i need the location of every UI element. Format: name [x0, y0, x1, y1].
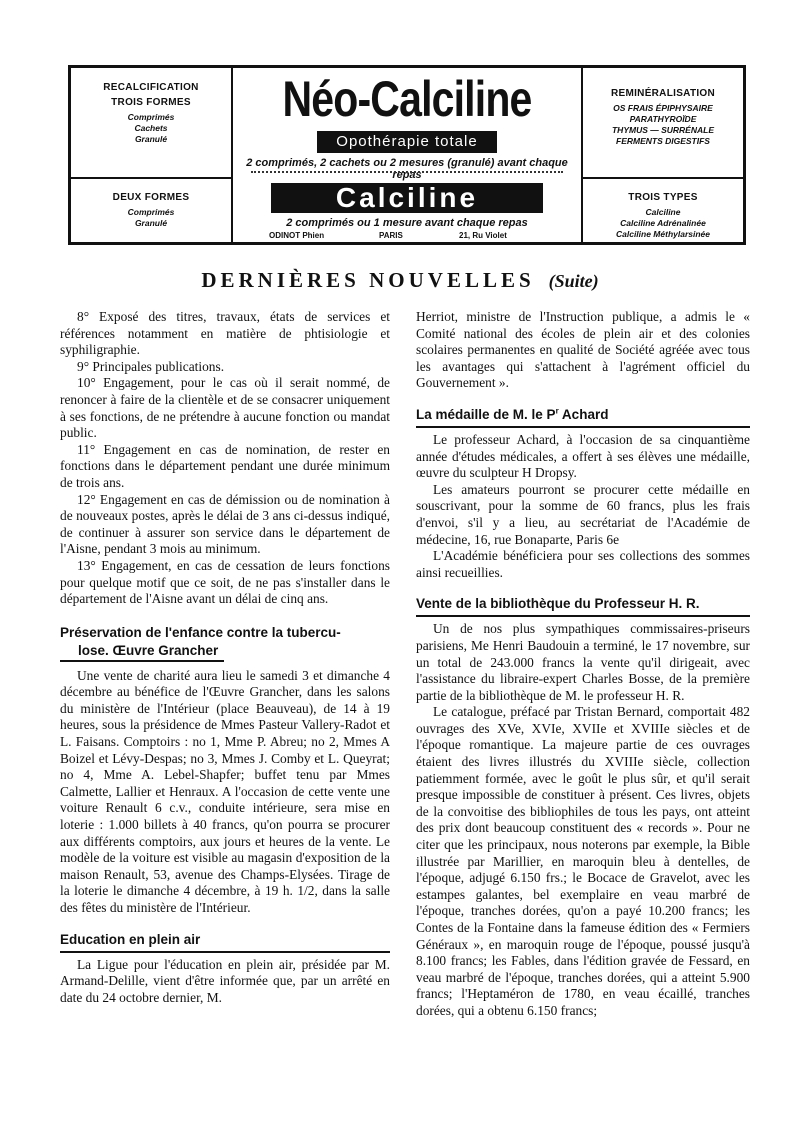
paragraph: Herriot, ministre de l'Instruction publique, a admis le « Comité national des écoles de plein air et des colonies scolaires permanentes en qualité de Société agréée avec tous les avantages qui s'attachent à l'agrément officiel du Gouvernement ».: [416, 309, 750, 391]
paragraph: Les amateurs pourront se procurer cette médaille en souscrivant, pour la somme de 60 francs, plus les frais d'envoi, s'il y a lieu, au secrétariat de l'Académie de médecine, 16, rue Bonaparte, Paris 6e: [416, 481, 750, 547]
section-heading-medaille-achard: [416, 406, 750, 428]
ad-right-divider: [583, 177, 743, 179]
ad-left-top: [71, 82, 231, 145]
brand-subtitle: Opothérapie totale: [317, 131, 497, 153]
section-heading-line: lose. Œuvre Grancher: [60, 642, 224, 662]
ad-right-top-heading: REMINÉRALISATION: [610, 88, 716, 99]
ad-right-bottom: [583, 192, 743, 240]
page-title-suffix: (Suite): [548, 271, 599, 291]
ad-right-top-item: PARATHYROÏDE: [629, 114, 697, 124]
ad-left-top-item: Cachets: [134, 123, 168, 133]
ad-right-top-item: FERMENTS DIGESTIFS: [616, 136, 710, 146]
ad-left-divider: [71, 177, 231, 179]
ad-left-top-item: Granulé: [134, 134, 168, 144]
ad-right-bottom-heading: TROIS TYPES: [628, 192, 698, 203]
section-heading-oeuvre-grancher: [60, 624, 390, 664]
ad-left-top-item: Comprimés: [127, 112, 175, 122]
page-title: [0, 268, 800, 293]
manufacturer-name: ODINOT Phien: [269, 231, 325, 240]
paragraph: 11° Engagement en cas de nomination, de rester en fonctions dans le département pendant une durée minimum de trois ans.: [60, 441, 390, 490]
paragraph: Le professeur Achard, à l'occasion de sa cinquantième année d'études médicales, a offert à ses élèves une médaille, œuvre du sculpteur H Dropsy.: [416, 431, 750, 481]
right-column: [416, 309, 750, 1020]
ad-left-bottom-item: Comprimés: [127, 207, 175, 217]
ad-left-top-sub: TROIS FORMES: [111, 97, 191, 108]
paragraph: Le catalogue, préfacé par Tristan Bernard, comportait 482 ouvrages des XVe, XVIe, XVIIe et XVIIIe siècles et de l'époque romantique. La majeure partie de ces ouvrages étaient des livres illustrés du XVIIIe siècle, collection patiemment formée, avec le goût le plus sûr, et qu'il serait presque impossible de constituer à présent. Ces livres, objets de la convoitise des bibliophiles de tous les pays, ont atteint des prix dont beaucoup constituent des « records ». Pour ne citer que les principaux, nous noterons par exemple, la Bible illustrée par Marillier, en maroquin bleu à dentelles, de l'époque, adjugé 6.150 frs.; le Bocace de Gravelot, avec les estampes galantes, bel exemplaire en veau marbré de l'époque, tranches dorées, qu'on a payé 10.200 francs; les Contes de la Fontaine dans la fameuse édition des « Fermiers Généraux », en maroquin rouge de l'époque, poussé jusqu'à 8.100 francs; les Fables, dans l'édition gravée de Fessard, en veau marbré de l'époque, tranches dorées, qui a atteint 5.900 francs; l'Heptaméron de 1780, en veau écaillé, tranches dorées, qui a obtenu 6.150 francs;: [416, 704, 750, 1018]
section-heading-vente-bibliotheque: Vente de la bibliothèque du Professeur H. R.: [416, 595, 750, 617]
paragraph: 8° Exposé des titres, travaux, états de services et références notamment en matière de phtisiologie et syphiligraphie.: [60, 309, 390, 358]
paragraph: La Ligue pour l'éducation en plein air, présidée par M. Armand-Delille, vient d'être informée que, par un arrêté en date du 24 octobre dernier, M.: [60, 956, 390, 1005]
ad-right-column: [581, 68, 743, 242]
ad-left-bottom-item: Granulé: [134, 218, 168, 228]
ad-center: [231, 68, 583, 242]
advertisement-box: [68, 65, 746, 245]
dosage-calciline: 2 comprimés ou 1 mesure avant chaque repas: [286, 217, 528, 229]
dosage-neo-calciline: 2 comprimés, 2 cachets ou 2 mesures (granulé) avant chaque repas: [246, 157, 568, 181]
ad-left-bottom-heading: DEUX FORMES: [112, 192, 190, 203]
brand-calciline: Calciline: [271, 183, 543, 213]
paragraph: 13° Engagement, en cas de cessation de leurs fonctions pour quelque motif que ce soit, de ne pas s'installer dans le département de l'Aisne avant un délai de cinq ans.: [60, 557, 390, 607]
paragraph: Un de nos plus sympathiques commissaires-priseurs parisiens, Me Henri Baudouin a terminé, le 17 novembre, sur un total de 243.000 francs la vente qu'il dirigeait, avec l'assistance du libraire-expert Charles Bosse, de la première partie de la bibliothèque de M. le professeur H. R.: [416, 621, 750, 703]
ad-left-column: [71, 68, 233, 242]
manufacturer-address: [269, 231, 583, 240]
section-heading-line: Préservation de l'enfance contre la tubercu-: [60, 624, 341, 640]
ad-right-top-item: THYMUS — SURRÉNALE: [611, 125, 714, 135]
manufacturer-city: PARIS: [379, 231, 403, 240]
heading-superscript: r: [555, 406, 559, 416]
ad-left-top-heading: RECALCIFICATION: [103, 82, 199, 93]
ad-right-bottom-item: Calciline Méthylarsinée: [615, 229, 710, 239]
ad-right-top: [583, 88, 743, 147]
manufacturer-street: 21, Ru Violet: [459, 231, 507, 240]
section-heading-plein-air: Education en plein air: [60, 931, 390, 953]
paragraph: 10° Engagement, pour le cas où il serait nommé, de renoncer à faire de la clientèle et de se consacrer uniquement à ses fonctions, de ne prétendre à aucune fonction ou mandat public.: [60, 375, 390, 441]
paragraph: L'Académie bénéficiera pour ses collections des sommes ainsi recueillies.: [416, 548, 750, 580]
left-column: [60, 309, 390, 1006]
ad-right-top-item: OS FRAIS ÉPIPHYSAIRE: [613, 103, 713, 113]
dotted-separator: [251, 171, 563, 173]
paragraph: 9° Principales publications.: [77, 358, 225, 374]
ad-right-bottom-item: Calciline Adrénalinée: [620, 218, 706, 228]
heading-text: Achard: [558, 406, 609, 422]
heading-text: La médaille de M. le P: [416, 406, 556, 422]
ad-right-bottom-item: Calciline: [645, 207, 681, 217]
brand-neo-calciline: Néo-Calciline: [282, 71, 532, 127]
ad-left-bottom: [71, 192, 231, 229]
paragraph: 12° Engagement en cas de démission ou de nomination à de nouveaux postes, après le délai de 3 ans ci-dessus indiqué, de continuer à assurer son service dans le département de l'Aisne, pendant 3 mois au minimum.: [60, 491, 390, 557]
page-title-main: DERNIÈRES NOUVELLES: [201, 268, 535, 292]
paragraph: Une vente de charité aura lieu le samedi 3 et dimanche 4 décembre au bénéfice de l'Œuvre Grancher, dans les salons du ministère de l'Intérieur (place Beauveau), de 14 à 19 heures, sous la présidence de Mmes Pasteur Vallery-Radot et L. Faisans. Comptoirs : no 1, Mme P. Abreu; no 2, Mmes A Boizel et Lévy-Despas; no 3, Mmes J. Comby et L. Queyrat; no 4, Mme A. Lebel-Shapfer; buffet tenu par Mmes Calmette, Lallier et Henraux. A l'occasion de cette vente une voiture Renault 6 c.v., conduite intérieure, sera mise en loterie : 1.000 billets à 40 francs, qu'on pourra se procurer aux différents comptoirs, aux jours et heures de la vente. Le modèle de la voiture est visible au magasin d'exposition de la maison Renault, 53, avenue des Champs-Elysées. Tirage de la loterie le dimanche 4 décembre, à 19 h. 1/2, dans la salle des fêtes du ministère de l'Intérieur.: [60, 667, 390, 915]
